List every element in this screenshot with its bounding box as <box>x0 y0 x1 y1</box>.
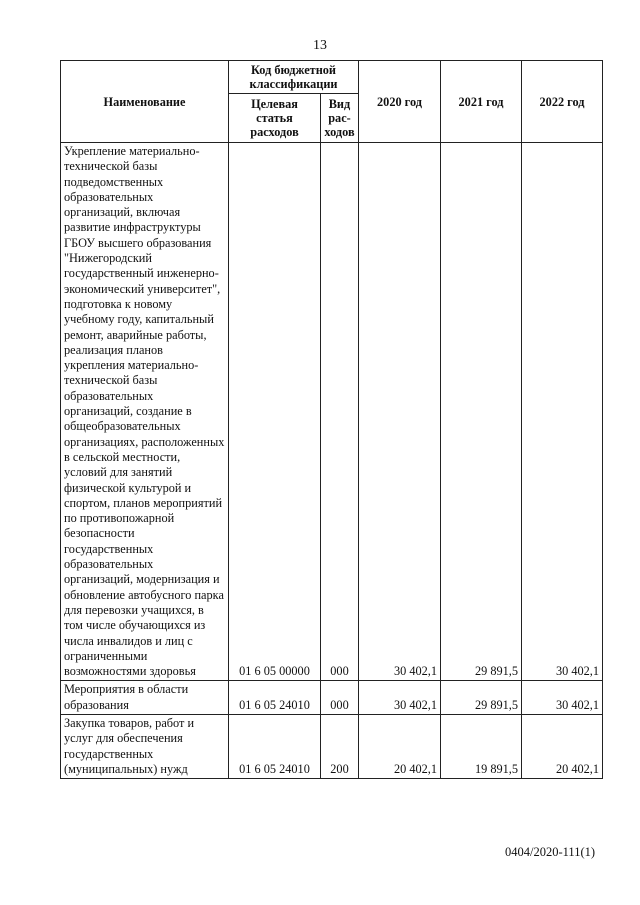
row-2022: 20 402,1 <box>522 714 603 778</box>
budget-table <box>60 60 603 779</box>
header-2022: 2022 год <box>522 61 603 143</box>
row-2020: 30 402,1 <box>359 143 441 681</box>
row-2022: 30 402,1 <box>522 681 603 715</box>
row-2020: 30 402,1 <box>359 681 441 715</box>
row-2021: 19 891,5 <box>441 714 522 778</box>
row-name: Мероприятия в области образования <box>61 681 229 715</box>
row-2021: 29 891,5 <box>441 681 522 715</box>
row-2022: 30 402,1 <box>522 143 603 681</box>
header-2021: 2021 год <box>441 61 522 143</box>
table-row <box>61 714 603 778</box>
row-2020: 20 402,1 <box>359 714 441 778</box>
header-expense-type: Вид рас-ходов <box>321 94 359 143</box>
row-name: Укрепление материально-технической базы подведомственных образовательных организаций, включая развитие инфраструктуры ГБОУ высшего образования "Нижегородский государственный инженерно-экономический университет", подготовка к новому учебному году, капитальный ремонт, аварийные работы, реализация планов укрепления материально-технической базы образовательных организаций, создание в общеобразовательных организациях, расположенных в сельской местности, условий для занятий физической культурой и спортом, планов мероприятий по противопожарной безопасности государственных образовательных организаций, модернизация и обновление автобусного парка для перевозки учащихся, в том числе обучающихся из числа инвалидов и лиц с ограниченными возможностями здоровья <box>61 143 229 681</box>
header-row-1 <box>61 61 603 94</box>
table-row <box>61 143 603 681</box>
row-name: Закупка товаров, работ и услуг для обеспечения государственных (муниципальных) нужд <box>61 714 229 778</box>
row-type: 000 <box>321 681 359 715</box>
document-code: 0404/2020-111(1) <box>505 845 596 859</box>
header-target-item: Целевая статья расходов <box>229 94 321 143</box>
row-2021: 29 891,5 <box>441 143 522 681</box>
header-2020: 2020 год <box>359 61 441 143</box>
row-target: 01 6 05 00000 <box>229 143 321 681</box>
row-target: 01 6 05 24010 <box>229 714 321 778</box>
header-name: Наименование <box>61 61 229 143</box>
table-row <box>61 681 603 715</box>
row-type: 200 <box>321 714 359 778</box>
page-number: 13 <box>313 38 327 53</box>
row-type: 000 <box>321 143 359 681</box>
row-target: 01 6 05 24010 <box>229 681 321 715</box>
header-kbk: Код бюджетной классификации <box>229 61 359 94</box>
